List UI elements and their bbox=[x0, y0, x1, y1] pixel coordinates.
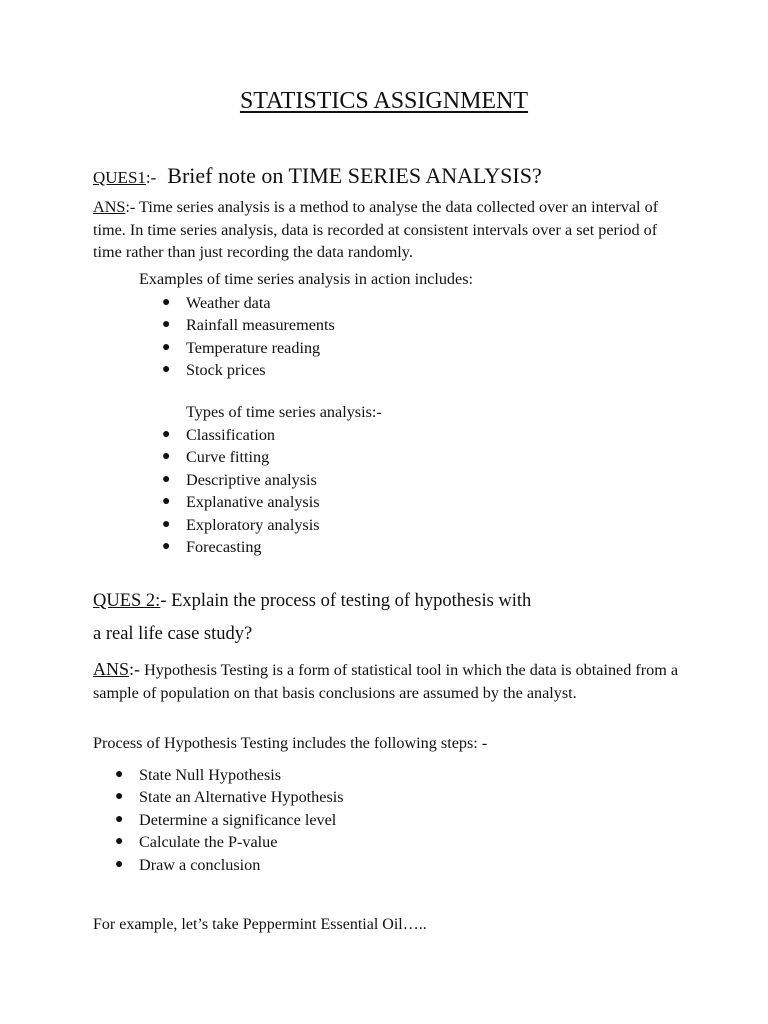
list-item: ● State Null Hypothesis bbox=[139, 764, 344, 786]
list-item: ● Curve fitting bbox=[186, 446, 320, 468]
list-item: ● Explanative analysis bbox=[186, 491, 320, 513]
q1-separator: :- bbox=[145, 168, 157, 187]
q1-answer bbox=[93, 196, 683, 264]
bullet-icon: ● bbox=[162, 471, 171, 487]
q2-label: QUES 2: bbox=[93, 591, 161, 611]
bullet-icon: ● bbox=[162, 494, 171, 510]
steps-list bbox=[115, 764, 344, 876]
list-item: ● Determine a significance level bbox=[139, 809, 344, 831]
question-1 bbox=[93, 163, 542, 189]
list-item: ● Weather data bbox=[186, 292, 335, 314]
q1-answer-separator: :- bbox=[125, 198, 136, 216]
q1-question-text: Brief note on TIME SERIES ANALYSIS? bbox=[167, 163, 542, 188]
q2-question-text-1: Explain the process of testing of hypothesis with bbox=[171, 591, 532, 611]
list-item: ● Rainfall measurements bbox=[186, 314, 335, 336]
list-item: ● Stock prices bbox=[186, 359, 335, 381]
list-item: ● Classification bbox=[186, 424, 320, 446]
bullet-icon: ● bbox=[115, 834, 124, 850]
q2-answer bbox=[93, 658, 683, 704]
list-item: ● Forecasting bbox=[186, 536, 320, 558]
list-item: ● Calculate the P-value bbox=[139, 831, 344, 853]
examples-list bbox=[162, 292, 335, 382]
examples-heading: Examples of time series analysis in action includes: bbox=[139, 270, 474, 288]
list-item: ● Temperature reading bbox=[186, 337, 335, 359]
q2-answer-label: ANS bbox=[93, 659, 130, 679]
types-heading: Types of time series analysis:- bbox=[186, 403, 382, 421]
bullet-icon: ● bbox=[162, 516, 171, 532]
list-item: ● Draw a conclusion bbox=[139, 854, 344, 876]
question-2-line-1 bbox=[93, 591, 531, 612]
title-text: STATISTICS ASSIGNMENT bbox=[239, 88, 529, 114]
bullet-icon: ● bbox=[115, 767, 124, 782]
q2-answer-separator: :- bbox=[129, 659, 141, 679]
list-item: ● Exploratory analysis bbox=[186, 514, 320, 536]
bullet-icon: ● bbox=[162, 449, 171, 465]
bullet-icon: ● bbox=[162, 317, 171, 333]
q1-answer-text: Time series analysis is a method to analyse the data collected over an interval of time. In time series analysis, data is recorded at consistent intervals over a set period of time rather than just recording the data randomly. bbox=[93, 198, 659, 261]
process-heading: Process of Hypothesis Testing includes the following steps: - bbox=[93, 734, 488, 752]
bullet-icon: ● bbox=[115, 811, 124, 827]
q1-answer-label: ANS bbox=[93, 198, 126, 216]
question-2-line-2 bbox=[93, 624, 252, 645]
bullet-icon: ● bbox=[162, 362, 171, 378]
bullet-icon: ● bbox=[162, 427, 171, 442]
q1-label: QUES1 bbox=[93, 168, 146, 187]
q2-separator: - bbox=[160, 591, 167, 611]
q2-question-text-2: a real life case study? bbox=[93, 624, 253, 644]
list-item: ● State an Alternative Hypothesis bbox=[139, 786, 344, 808]
bullet-icon: ● bbox=[115, 856, 124, 872]
bullet-icon: ● bbox=[162, 538, 171, 554]
example-line: For example, let’s take Peppermint Essential Oil….. bbox=[93, 916, 427, 933]
types-list bbox=[162, 424, 320, 558]
list-item: ● Descriptive analysis bbox=[186, 469, 320, 491]
page-title bbox=[0, 88, 768, 115]
bullet-icon: ● bbox=[162, 339, 171, 355]
bullet-icon: ● bbox=[115, 789, 124, 805]
bullet-icon: ● bbox=[162, 295, 171, 310]
q2-answer-text: Hypothesis Testing is a form of statistical tool in which the data is obtained from a sample of population on that basis conclusions are assumed by the analyst. bbox=[93, 661, 679, 702]
